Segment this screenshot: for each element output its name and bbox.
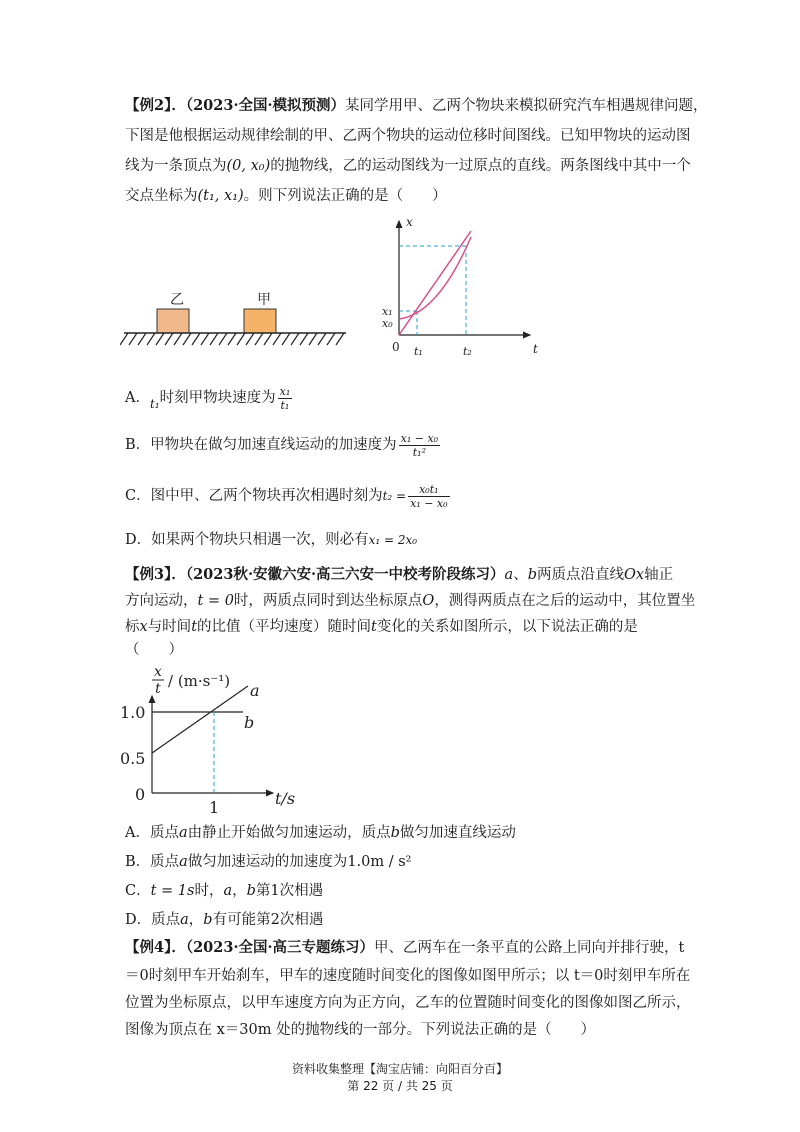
option-a-fraction: $\frac{\text{x₁}}{\text{t₁}}$ (279, 384, 291, 412)
ex2-xt-graph (370, 215, 550, 360)
ex2-stem-line-1 (125, 96, 708, 116)
y-label-denominator: t (155, 681, 161, 697)
hatch-mark (183, 333, 191, 345)
hatch-mark (237, 333, 245, 345)
hatch-mark (210, 333, 218, 345)
hatch-mark (291, 333, 299, 345)
ex2-vertex-point: (0, x₀) (226, 158, 271, 174)
hatch-mark (120, 333, 128, 345)
origin-label: 0 (392, 340, 400, 354)
line-a (152, 686, 248, 753)
ex4-header: 【例4】．（2023·全国·高三专题练习） (125, 939, 375, 956)
ex4-stem-line-3: 位置为坐标原点，以甲车速度方向为正方向，乙车的位置随时间变化的图像如图乙所示， (125, 995, 691, 1011)
hatch-mark (300, 333, 308, 345)
hatch-mark (192, 333, 200, 345)
ex3-option-c: C．t = 1s时，a，b第1次相遇 (125, 883, 324, 899)
ex3-option-a: A．质点a由静止开始做匀加速运动，质点b做匀加速直线运动 (125, 825, 516, 841)
ex2-option-a: A．$_{t_1}$时刻甲物块速度为 $\frac{\text{x₁}}{\text{t₁}}$ (125, 384, 291, 412)
ex3-stem-line-4: （ ） (125, 642, 183, 658)
hatch-mark (228, 333, 236, 345)
ex4-stem-line-1: 【例4】．（2023·全国·高三专题练习）甲、乙两车在一条平直的公路上同向并排行驶，t (125, 939, 685, 956)
hatch-mark (282, 333, 290, 345)
hatch-mark (129, 333, 137, 345)
line-b-label: b (244, 713, 255, 732)
ground-hatching (120, 333, 344, 345)
x1-tick-label: x₁ (382, 305, 393, 318)
tick-0-5: 0.5 (120, 749, 146, 768)
ex2-option-c: C．图中甲、乙两个物块再次相遇时刻为t₂ = $\frac{\text{x₀t₁}}{\text{x₁ − x₀}}$ (125, 482, 448, 510)
hatch-mark (327, 333, 335, 345)
line-a-label: a (250, 681, 260, 700)
ex2-intersection-point: (t₁, x₁) (197, 188, 244, 204)
ex2-header: 【例2】．（2023·全国·模拟预测） (125, 97, 346, 114)
option-b-fraction: $\frac{\text{x₁ − x₀}}{\text{t₁²}}$ (400, 431, 439, 459)
line-yi (399, 231, 471, 335)
ex2-blocks-figure (120, 285, 350, 355)
ex3-stem-line-2: 方向运动，t = 0时，两质点同时到达坐标原点O，测得两质点在之后的运动中，其位置坐 (125, 593, 696, 609)
option-c-fraction: $\frac{\text{x₀t₁}}{\text{x₁ − x₀}}$ (410, 482, 448, 510)
tick-1-0: 1.0 (120, 703, 146, 722)
ex3-option-b: B．质点a做匀加速运动的加速度为1.0m / s² (125, 854, 412, 870)
ex2-stem-line-4: 交点坐标为(t₁, x₁)。则下列说法正确的是（ ） (125, 188, 447, 204)
ex4-stem-line-4: 图像为顶点在 x＝30m 处的抛物线的一部分。下列说法正确的是（ ） (125, 1022, 596, 1038)
ex2-option-d: D．如果两个物块只相遇一次，则必有x₁ = 2x₀ (125, 532, 418, 548)
ex2-option-b: B．甲物块在做匀加速直线运动的加速度为 $\frac{\text{x₁ − x₀}}{\text{t₁²}}$ (125, 431, 439, 459)
ex3-option-d: D．质点a，b有可能第2次相遇 (125, 912, 324, 928)
y-axis-label: x (406, 215, 413, 229)
footer-page-number: 第 22 页 / 共 25 页 (347, 1079, 453, 1093)
origin-zero: 0 (135, 785, 146, 804)
hatch-mark (165, 333, 173, 345)
y-label-numerator: x (154, 664, 162, 680)
t-tick-1: 1 (209, 798, 220, 817)
hatch-mark (138, 333, 146, 345)
y-label-unit: / (m·s⁻¹) (168, 672, 231, 690)
hatch-mark (309, 333, 317, 345)
block-yi (157, 309, 189, 333)
block-label-jia: 甲 (257, 292, 271, 308)
t1-symbol: t₁ (149, 397, 160, 411)
block-jia (244, 309, 276, 333)
x-axis-label: t (533, 342, 538, 356)
ex4-stem-line-2: ＝0时刻甲车开始刹车，甲车的速度随时间变化的图像如图甲所示；以 t＝0时刻甲车所在 (125, 968, 691, 984)
t2-tick-label: t₂ (463, 345, 472, 358)
hatch-mark (318, 333, 326, 345)
ex3-header: 【例3】．（2023秋·安徽六安·高三六安一中校考阶段练习） (125, 566, 505, 583)
hatch-mark (156, 333, 164, 345)
block-label-yi: 乙 (170, 292, 184, 308)
t-axis-label: t/s (275, 789, 296, 808)
hatch-mark (201, 333, 209, 345)
footer-source: 资料收集整理【淘宝店铺：向阳百分百】 (291, 1062, 508, 1076)
ex2-stem-line-2: 下图是他根据运动规律绘制的甲、乙两个物块的运动位移时间图线。已知甲物块的运动图 (125, 128, 691, 144)
ex3-stem-line-1: 【例3】．（2023秋·安徽六安·高三六安一中校考阶段练习）a、b两质点沿直线Ox轴正 (125, 566, 674, 583)
ex2-stem-text: 某同学用甲、乙两个物块来模拟研究汽车相遇规律问题， (345, 98, 708, 114)
hatch-mark (264, 333, 272, 345)
ex3-vt-graph (118, 658, 308, 818)
t1-tick-label: t₁ (414, 345, 423, 358)
ex3-stem-line-3: 标x与时间t的比值（平均速度）随时间t变化的关系如图所示，以下说法正确的是 (125, 619, 638, 635)
hatch-mark (147, 333, 155, 345)
parabola-jia (399, 237, 471, 319)
hatch-mark (246, 333, 254, 345)
ex2-stem-line-3: 线为一条顶点为(0, x₀)的抛物线，乙的运动图线为一过原点的直线。两条图线中其中一个 (125, 158, 691, 174)
hatch-mark (336, 333, 344, 345)
hatch-mark (174, 333, 182, 345)
hatch-mark (219, 333, 227, 345)
x0-tick-label: x₀ (382, 317, 393, 330)
hatch-mark (273, 333, 281, 345)
hatch-mark (255, 333, 263, 345)
